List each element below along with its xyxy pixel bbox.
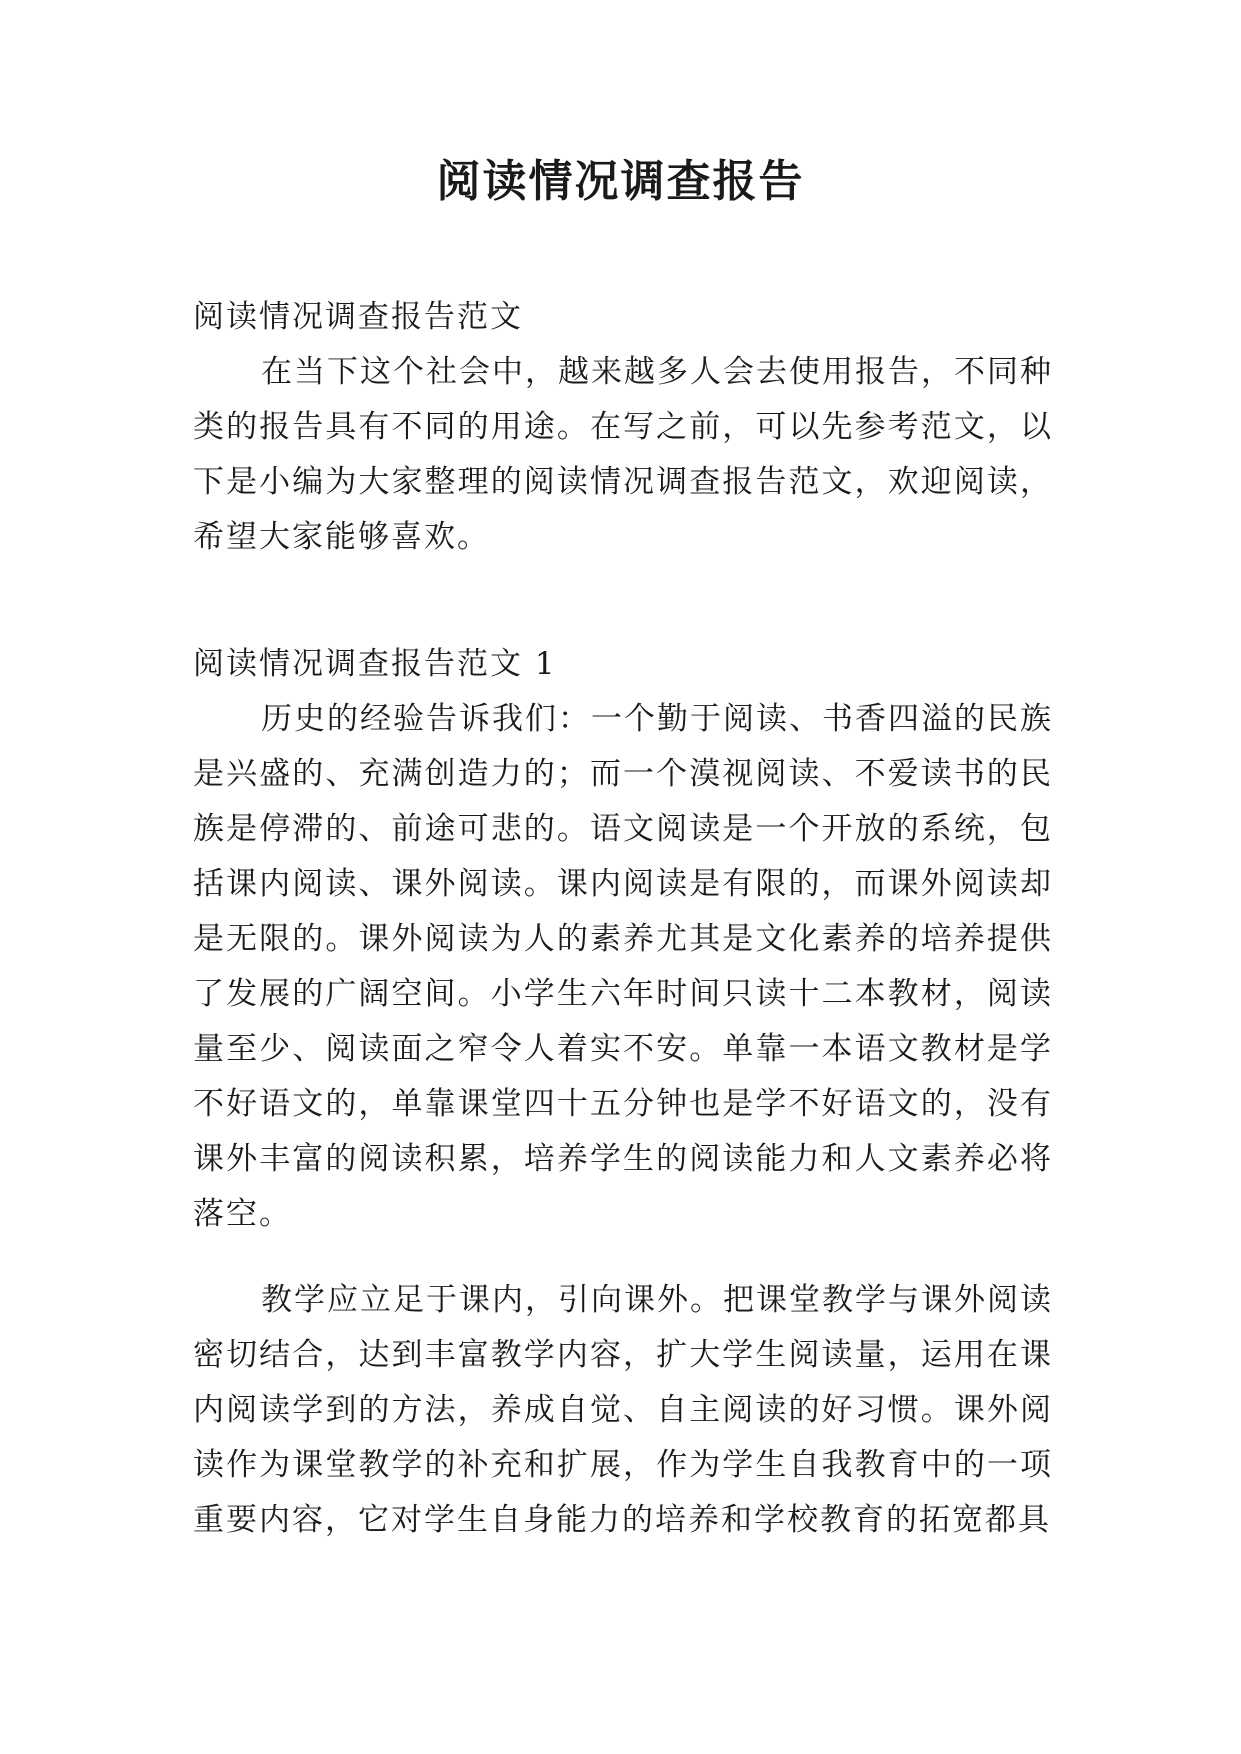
section-heading: 阅读情况调查报告范文 (193, 299, 523, 335)
document-title: 阅读情况调查报告 (436, 156, 805, 207)
body-paragraph-1: 历史的经验告诉我们：一个勤于阅读、书香四溢的民族是兴盛的、充满创造力的；而一个漠视阅读、不爱读书的民族是停滞的、前途可悲的。语文阅读是一个开放的系统，包括课内阅读、课外阅读。课内阅读是有限的，而课外阅读却是无限的。课外阅读为人的素养尤其是文化素养的培养提供了发展的广阔空间。小学生六年时间只读十二本教材，阅读量至少、阅读面之窄令人着实不安。单靠一本语文教材是学不好语文的，单靠课堂四十五分钟也是学不好语文的，没有课外丰富的阅读积累，培养学生的阅读能力和人文素养必将落空。 (193, 701, 1053, 1232)
intro-paragraph: 在当下这个社会中，越来越多人会去使用报告，不同种类的报告具有不同的用途。在写之前，可以先参考范文，以下是小编为大家整理的阅读情况调查报告范文，欢迎阅读，希望大家能够喜欢。 (193, 354, 1053, 555)
subsection-heading: 阅读情况调查报告范文 1 (193, 646, 557, 682)
body-paragraph-2: 教学应立足于课内，引向课外。把课堂教学与课外阅读密切结合，达到丰富教学内容，扩大学生阅读量，运用在课内阅读学到的方法，养成自觉、自主阅读的好习惯。课外阅读作为课堂教学的补充和扩展，作为学生自我教育中的一项重要内容，它对学生自身能力的培养和学校教育的拓宽都具 (193, 1282, 1053, 1538)
